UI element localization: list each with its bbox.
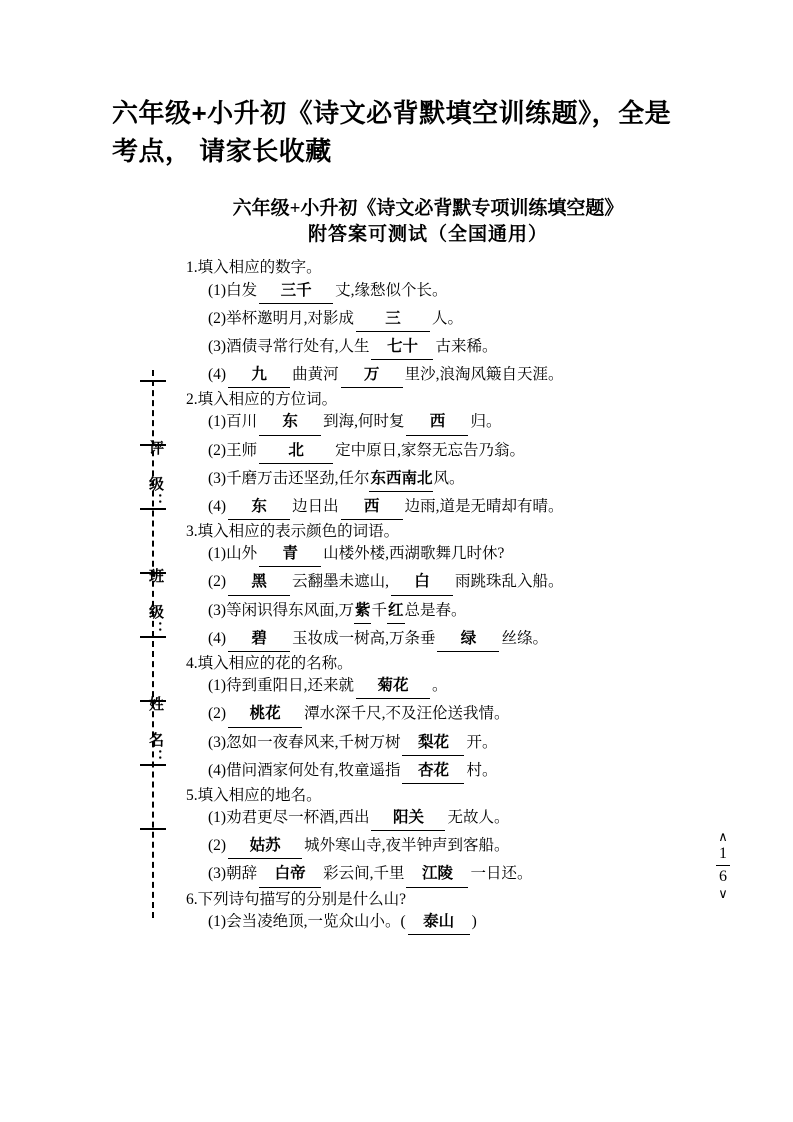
answer-blank[interactable]: 七十 [371,334,433,360]
item-pre: 会当凌绝顶,一览众山小。( [226,913,406,931]
question-title [186,524,691,540]
answer-blank[interactable]: 东 [259,409,321,435]
question-text: 填入相应的花的名称。 [197,654,353,672]
question-text: 填入相应的方位词。 [197,390,338,408]
item-index: (1) [208,677,227,695]
question-text: 填入相应的地名。 [197,786,322,804]
question-item [208,362,691,388]
question-item [208,833,691,859]
item-index: (3) [208,601,227,619]
item-index: (4) [208,629,227,647]
item-index: (4) [208,365,227,383]
item-post: 定中原日,家祭无忘告乃翁。 [335,441,525,459]
question-item [208,598,691,624]
question-item [208,409,691,435]
item-post: 人。 [431,309,463,327]
answer-blank[interactable]: 九 [228,362,290,388]
item-post: 。 [431,677,448,695]
item-pre: 等闲识得东风面,万 [226,601,354,619]
question-item [208,673,691,699]
item-index: (1) [208,913,227,931]
item-index: (3) [208,865,227,883]
question-text: 下列诗句描写的分别是什么山? [197,890,407,908]
answer-blank[interactable]: 姑苏 [228,833,302,859]
question-block [186,260,691,388]
question-number: 4. [186,654,198,672]
question-item [208,541,691,567]
answer-blank[interactable]: 三 [356,306,430,332]
item-index: (4) [208,761,227,779]
question-item [208,494,691,520]
item-post: 丝绦。 [501,629,548,647]
item-pre: 百川 [226,413,258,431]
item-index: (1) [208,545,227,563]
item-index: (2) [208,705,227,723]
answer-blank[interactable]: 红 [387,598,405,624]
question-item [208,334,691,360]
item-post: 村。 [466,761,498,779]
answer-blank[interactable]: 西 [406,409,468,435]
item-post: 潭水深千尺,不及汪伦送我情。 [304,705,510,723]
item-post: 丈,缘愁似个长。 [335,281,448,299]
item-post: 里沙,浪淘风簸自天涯。 [404,365,564,383]
item-post: 边雨,道是无晴却有晴。 [404,497,564,515]
question-number: 6. [186,890,198,908]
item-post: 古来稀。 [435,337,498,355]
item-index: (3) [208,733,227,751]
answer-blank[interactable]: 黑 [228,569,290,595]
question-title [186,788,691,804]
item-pre: 借问酒家何处有,牧童遥指 [226,761,401,779]
item-pre: 忽如一夜春风来,千树万树 [226,733,401,751]
margin-label-name: 姓 名： [147,696,164,766]
question-text: 填入相应的数字。 [197,259,322,276]
item-post: 一日还。 [470,865,533,883]
question-title [186,260,691,276]
margin-label-grade: 评 级： [147,440,164,510]
question-item [208,909,691,935]
item-post: 开。 [466,733,498,751]
item-post: 归。 [470,413,502,431]
item-post: 雨跳珠乱入船。 [454,573,564,591]
answer-blank[interactable]: 阳关 [371,805,445,831]
question-block [186,524,691,652]
item-mid: 到海,何时复 [323,413,405,431]
item-mid: 彩云间,千里 [323,865,405,883]
page-number [711,830,735,902]
item-post: 山楼外楼,西湖歌舞几时休? [323,545,505,563]
answer-blank[interactable]: 泰山 [408,909,470,935]
question-block [186,892,691,936]
answer-blank[interactable]: 白 [391,569,453,595]
page-total: 6 [719,868,727,886]
answer-blank[interactable]: 东 [228,494,290,520]
question-text: 填入相应的表示颜色的词语。 [197,522,400,540]
item-pre: 待到重阳日,还来就 [226,677,354,695]
question-block [186,656,691,784]
question-title [186,656,691,672]
item-post: 总是春。 [404,601,467,619]
question-item [208,861,691,887]
page-title: 六年级+小升初《诗文必背默填空训练题》，全是考点， 请家长收藏 [112,98,672,166]
answer-blank[interactable]: 西 [341,494,403,520]
question-item [208,569,691,595]
question-number: 5. [186,786,198,804]
item-pre: 酒债寻常行处有,人生 [226,337,370,355]
heading-line-2: 附答案可测试（全国通用） [307,223,548,245]
answer-blank[interactable]: 万 [341,362,403,388]
item-mid: 玉妆成一树高,万条垂 [292,629,436,647]
item-pre: 千磨万击还坚劲,任尔 [226,469,370,487]
item-index: (1) [208,809,227,827]
answer-blank[interactable]: 江陵 [406,861,468,887]
item-post: 无故人。 [447,809,510,827]
item-pre: 白发 [226,281,258,299]
item-post: 城外寒山寺,夜半钟声到客船。 [304,837,510,855]
question-item [208,466,691,492]
heading-line-1: 六年级+小升初《诗文必背默专项训练填空题》 [232,198,624,219]
item-mid: 边日出 [292,497,339,515]
answer-blank[interactable]: 碧 [228,626,290,652]
question-item [208,758,691,784]
item-pre: 山外 [226,545,258,563]
question-title [186,392,691,408]
item-index: (4) [208,497,227,515]
answer-blank[interactable]: 白帝 [259,861,321,887]
fraction-divider [716,865,730,866]
answer-blank[interactable]: 北 [259,438,333,464]
item-index: (3) [208,337,227,355]
item-post: ) [471,913,477,931]
answer-blank[interactable]: 三千 [259,278,333,304]
answer-blank[interactable]: 杏花 [402,758,464,784]
document-heading [178,196,678,247]
question-item [208,306,691,332]
answer-blank[interactable]: 东西南北 [369,466,433,492]
chevron-up-icon: ∧ [718,829,728,844]
question-item [208,730,691,756]
item-index: (1) [208,413,227,431]
item-index: (2) [208,573,227,591]
question-number: 2. [186,390,198,408]
item-post: 风。 [433,469,465,487]
question-block [186,392,691,520]
question-item [208,701,691,727]
question-block [186,788,691,888]
seal-tick [140,828,166,830]
answer-blank[interactable]: 桃花 [228,701,302,727]
item-mid: 曲黄河 [292,365,339,383]
item-index: (2) [208,837,227,855]
question-title [186,892,691,908]
answer-blank[interactable]: 梨花 [402,730,464,756]
question-item [208,626,691,652]
question-number: 1. [186,259,198,276]
item-pre: 王师 [226,441,258,459]
item-index: (3) [208,469,227,487]
item-index: (2) [208,309,227,327]
question-item [208,278,691,304]
item-mid: 云翻墨未遮山, [292,573,389,591]
item-pre: 劝君更尽一杯酒,西出 [226,809,370,827]
item-index: (2) [208,441,227,459]
answer-blank[interactable]: 青 [259,541,321,567]
item-pre: 举杯邀明月,对影成 [226,309,354,327]
item-pre: 朝辞 [226,865,258,883]
exercise-body [186,256,691,937]
question-item [208,438,691,464]
margin-label-class: 班 级： [147,568,164,638]
item-index: (1) [208,281,227,299]
chevron-down-icon: ∨ [718,885,728,901]
answer-blank[interactable]: 紫 [354,598,372,624]
item-mid: 千 [371,601,387,619]
question-number: 3. [186,522,198,540]
answer-blank[interactable]: 菊花 [356,673,430,699]
question-item [208,805,691,831]
answer-blank[interactable]: 绿 [437,626,499,652]
margin-labels [140,378,166,778]
page-current: 1 [719,844,727,862]
